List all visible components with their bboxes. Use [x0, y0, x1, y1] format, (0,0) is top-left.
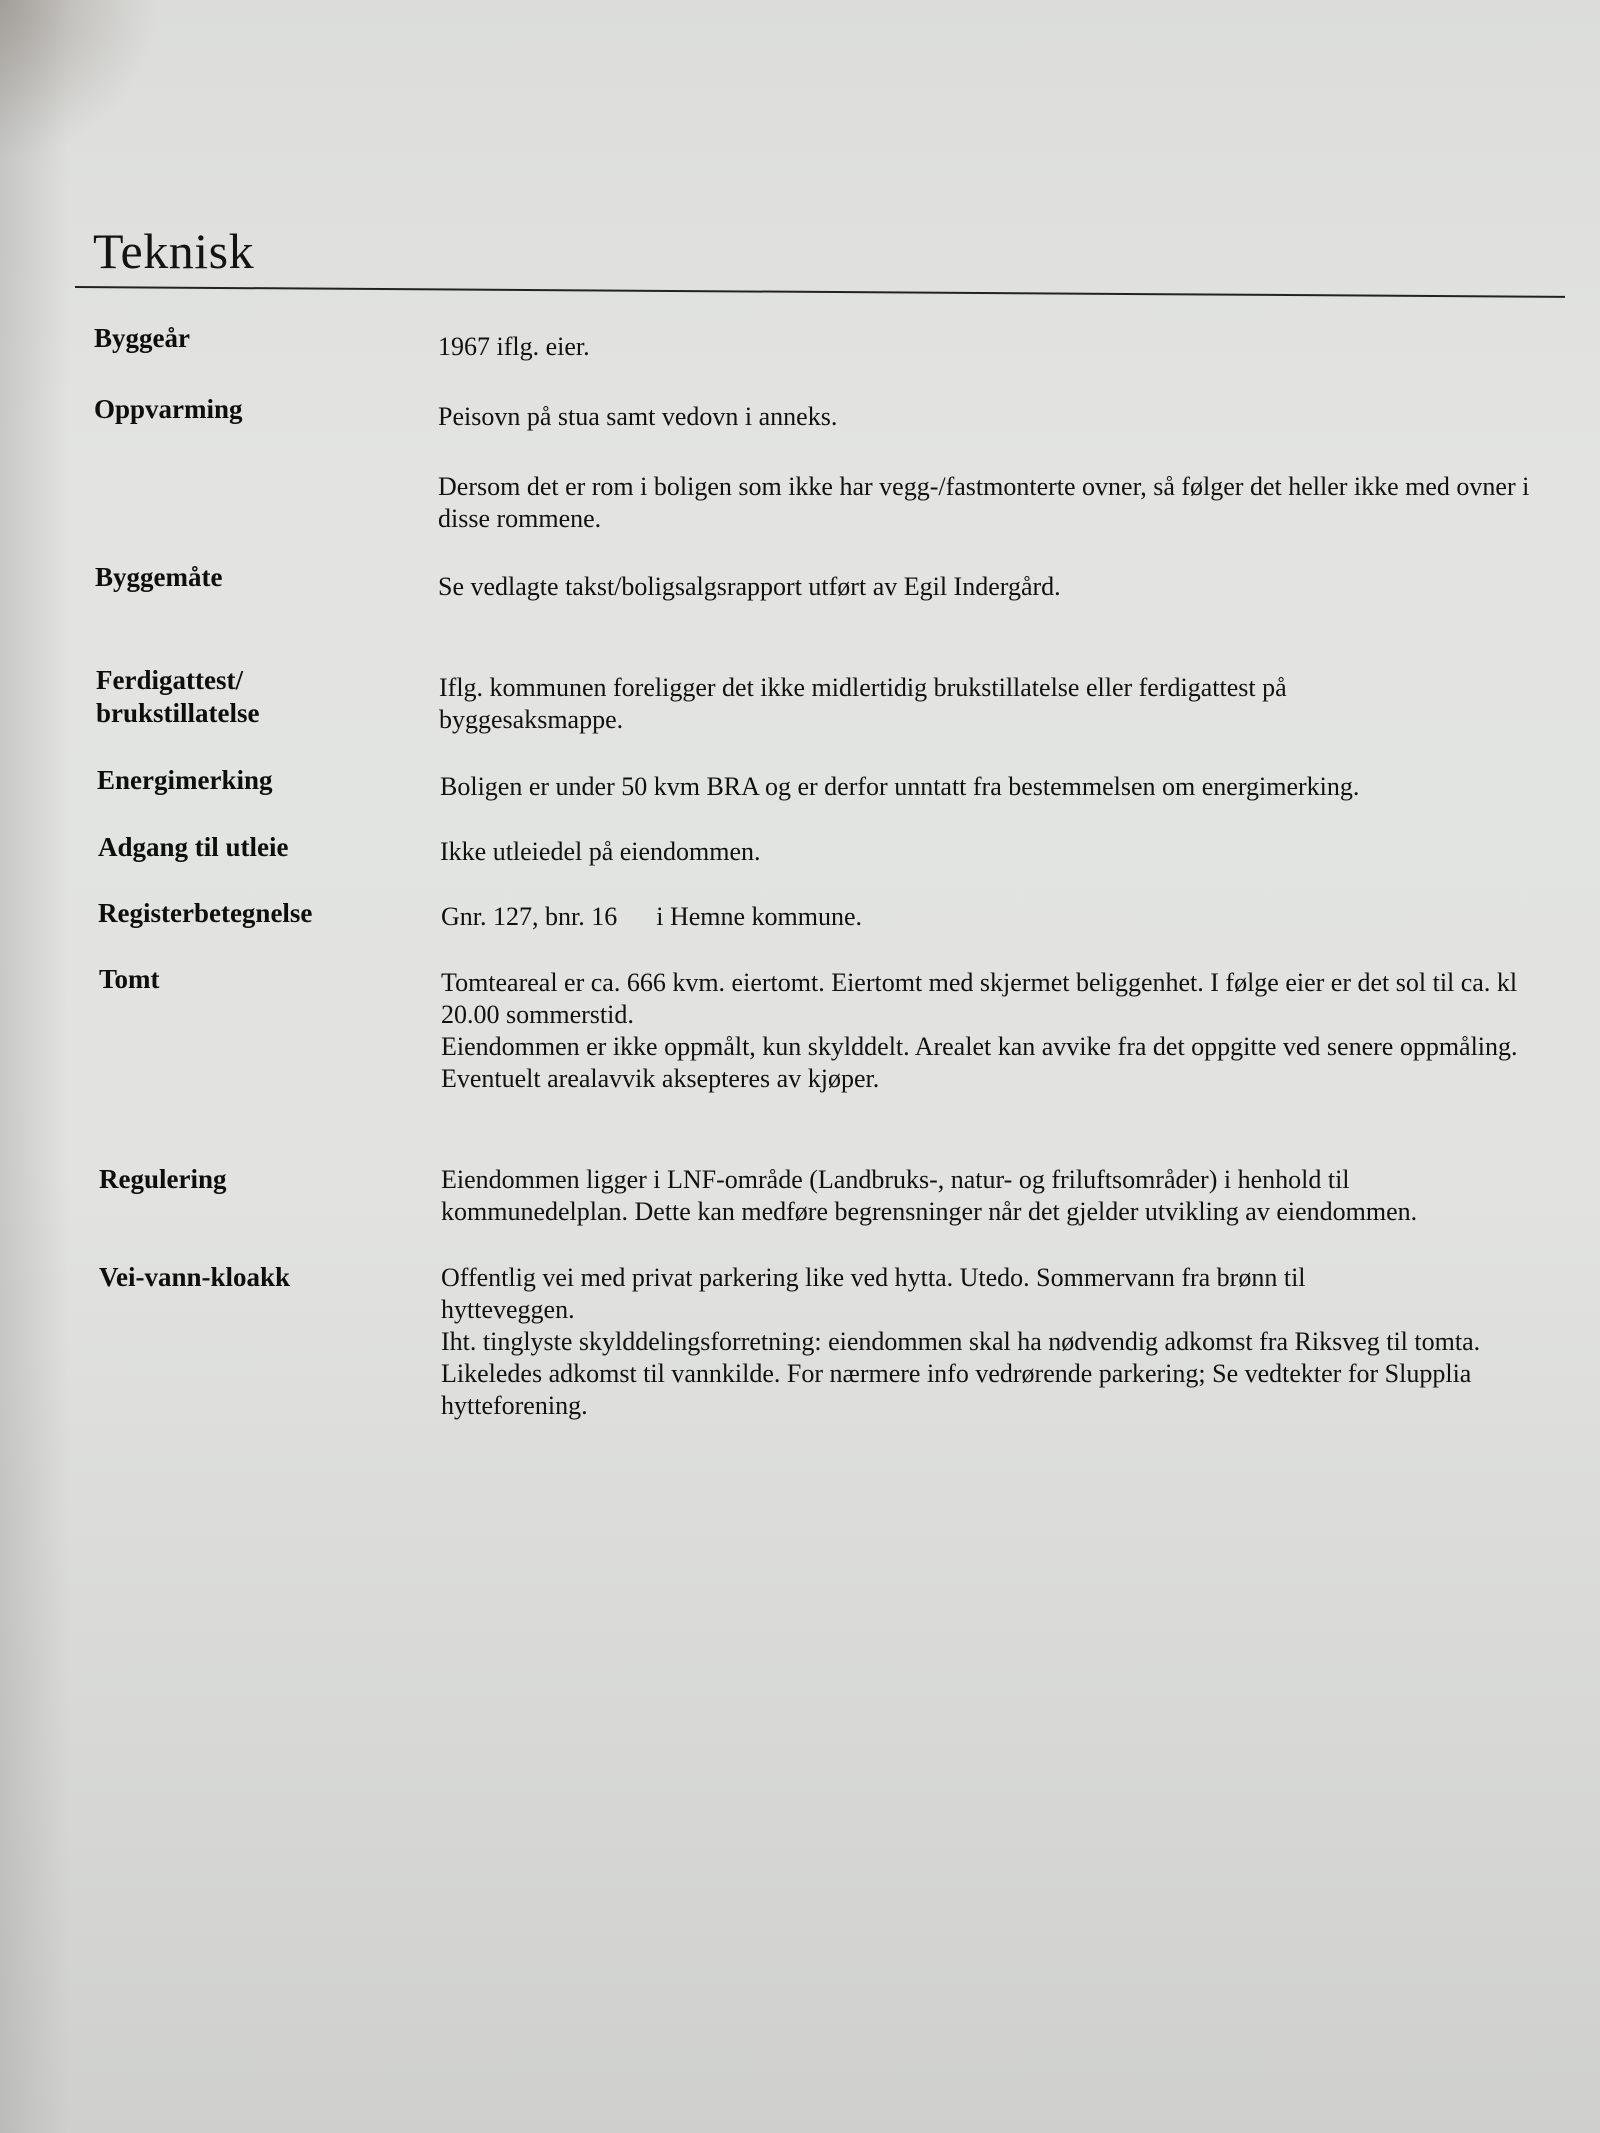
value-tomt-2: Eiendommen er ikke oppmålt, kun skylddelt. Arealet kan avvike fra det oppgitte ved senere oppmåling. Eventuelt arealavvik aksepteres av kjøper. — [441, 1032, 1518, 1093]
label-vei-vann-kloakk: Vei-vann-kloakk — [99, 1262, 291, 1292]
label-energimerking: Energimerking — [97, 765, 273, 795]
value-energimerking: Boligen er under 50 kvm BRA og er derfor unntatt fra bestemmelsen om energimerking. — [440, 772, 1360, 801]
label-tomt: Tomt — [99, 964, 160, 994]
value-regulering: Eiendommen ligger i LNF-område (Landbruks-, natur- og friluftsområder) i henhold til kommunedelplan. Dette kan medføre begrensninger når det gjelder utvikling av eiendommen. — [441, 1165, 1418, 1226]
value-oppvarming-2: Dersom det er rom i boligen som ikke har vegg-/fastmonterte ovner, så følger det heller ikke med ovner i disse rommene. — [438, 472, 1530, 533]
value-registerbetegnelse: Gnr. 127, bnr. 16 i Hemne kommune. — [441, 902, 863, 931]
value-vei-vann-kloakk-1: Offentlig vei med privat parkering like ved hytta. Utedo. Sommervann fra brønn til hytteveggen. — [441, 1263, 1306, 1324]
value-byggemaate: Se vedlagte takst/boligsalgsrapport utført av Egil Indergård. — [438, 572, 1061, 601]
corner-shadow — [0, 0, 160, 160]
title-divider — [75, 286, 1565, 298]
value-ferdigattest: Iflg. kommunen foreligger det ikke midlertidig brukstillatelse eller ferdigattest på byggesaksmappe. — [439, 673, 1287, 734]
value-vei-vann-kloakk-2: Iht. tinglyste skylddelingsforretning: eiendommen skal ha nødvendig adkomst fra Riksveg til tomta. Likeledes adkomst til vannkilde. For nærmere info vedrørende parkering; Se vedtekter for Slupplia hytteforening. — [441, 1327, 1481, 1420]
page-shadow — [0, 0, 70, 2133]
label-registerbetegnelse: Registerbetegnelse — [98, 898, 313, 928]
value-oppvarming-1: Peisovn på stua samt vedovn i anneks. — [438, 402, 838, 431]
label-byggeaar: Byggeår — [94, 323, 190, 353]
label-regulering: Regulering — [99, 1164, 227, 1194]
value-adgang-til-utleie: Ikke utleiedel på eiendommen. — [440, 837, 761, 866]
value-tomt-1: Tomteareal er ca. 666 kvm. eiertomt. Eiertomt med skjermet beliggenhet. I følge eier er det sol til ca. kl 20.00 sommerstid. — [441, 968, 1518, 1029]
section-title: Teknisk — [93, 223, 255, 279]
label-byggemaate: Byggemåte — [95, 562, 223, 592]
label-ferdigattest: Ferdigattest/ brukstillatelse — [96, 665, 260, 728]
label-oppvarming: Oppvarming — [94, 394, 243, 424]
label-adgang-til-utleie: Adgang til utleie — [98, 832, 289, 862]
value-byggeaar: 1967 iflg. eier. — [438, 332, 590, 361]
